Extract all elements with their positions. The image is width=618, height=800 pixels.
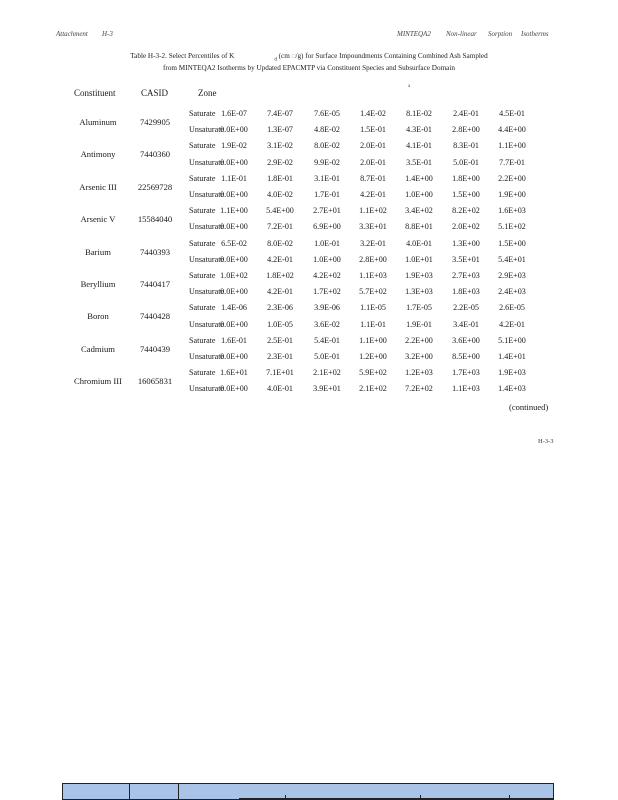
percentile-value: 5.0E-01 <box>314 352 340 361</box>
percentile-value: 3.1E-01 <box>314 173 340 183</box>
percentile-value: 5.4E+01 <box>498 254 526 264</box>
percentile-value: 2.3E-06 <box>267 303 293 313</box>
percentile-value: 7.1E+01 <box>266 368 294 378</box>
column-header-zone: Zone <box>198 88 217 98</box>
percentile-value: 1.6E-07 <box>221 109 247 118</box>
percentile-value: 2.2E+00 <box>405 335 433 345</box>
percentile-value: 0.0E+00 <box>220 287 248 297</box>
percentile-value: 4.2E-01 <box>267 287 293 297</box>
percentile-value: 4.1E-01 <box>406 141 432 151</box>
percentile-value: 5.0E-01 <box>453 157 479 167</box>
percentile-value: 4.3E-01 <box>406 125 432 135</box>
table-row <box>0 349 618 365</box>
percentile-value: 1.4E-06 <box>221 303 247 313</box>
zone-label: Saturate <box>189 206 216 216</box>
percentile-value: 4.2E-01 <box>499 319 525 329</box>
table-row <box>0 219 618 235</box>
zone-label: Saturate <box>189 271 216 280</box>
percentile-value: 4.5E-01 <box>499 109 525 118</box>
percentile-value: 1.4E+00 <box>405 173 433 183</box>
table-row <box>0 365 618 381</box>
percentile-value: 1.1E+00 <box>359 335 387 345</box>
zone-label: Unsaturate <box>189 319 225 329</box>
percentile-value: 9.9E-02 <box>314 157 340 167</box>
percentile-value: 1.1E+00 <box>498 141 526 151</box>
percentile-value: 3.1E-02 <box>267 141 293 151</box>
percentile-value: 1.0E+00 <box>405 190 433 199</box>
percentile-value: 7.2E+02 <box>405 384 433 394</box>
running-header-left-2: H-3 <box>102 30 113 38</box>
column-header-constituent: Constituent <box>74 88 116 98</box>
percentile-value: 2.7E+01 <box>313 206 341 216</box>
percentile-value: 2.0E-01 <box>360 157 386 167</box>
percentile-value: 4.4E+00 <box>498 125 526 135</box>
casid-value: 16065831 <box>137 376 173 387</box>
percentile-value: 1.1E-01 <box>221 173 247 183</box>
percentile-value: 0.0E+00 <box>220 319 248 329</box>
running-header-left-1: Attachment <box>56 30 88 38</box>
percentile-value: 8.3E-01 <box>453 141 479 151</box>
zone-label: Unsaturate <box>189 125 225 135</box>
percentile-value: 3.4E-01 <box>453 319 479 329</box>
percentile-value: 5.1E+00 <box>498 335 526 345</box>
percentile-value: 4.0E-01 <box>267 384 293 394</box>
percentile-value: 4.0E-01 <box>406 238 432 248</box>
percentile-value: 1.3E-07 <box>267 125 293 135</box>
continued-note: (continued) <box>509 402 549 412</box>
zone-label: Saturate <box>189 141 216 151</box>
percentile-value: 2.2E+00 <box>498 173 526 183</box>
percentile-value: 1.8E+03 <box>452 287 480 297</box>
percentile-value: 4.2E+02 <box>313 271 341 280</box>
percentile-value: 1.7E+03 <box>452 368 480 378</box>
table-row <box>0 381 618 397</box>
percentile-value: 0.0E+00 <box>220 190 248 199</box>
table-row <box>0 203 618 219</box>
percentile-value: 1.5E+00 <box>452 190 480 199</box>
percentile-value: 5.9E+02 <box>359 368 387 378</box>
percentile-value: 3.2E+00 <box>405 352 433 361</box>
table-row <box>0 187 618 203</box>
percentile-value: 1.2E+00 <box>359 352 387 361</box>
running-header-right-3: Sorption <box>488 30 513 38</box>
table-row <box>0 268 618 284</box>
zone-label: Saturate <box>189 173 216 183</box>
percentile-value: 5.4E-01 <box>314 335 340 345</box>
percentile-value: 4.0E-02 <box>267 190 293 199</box>
percentile-value: 1.9E+00 <box>498 190 526 199</box>
table-row <box>0 155 618 171</box>
table-row <box>0 252 618 268</box>
percentile-value: 1.9E+03 <box>498 368 526 378</box>
percentile-value: 0.0E+00 <box>220 254 248 264</box>
percentile-value: 1.1E-01 <box>360 319 386 329</box>
casid-value: 7440428 <box>139 311 171 322</box>
percentile-value: 8.0E-02 <box>267 238 293 248</box>
zone-label: Unsaturate <box>189 254 225 264</box>
caption-suffix: /g) for Surface Impoundments Containing Combined Ash Sampled <box>295 52 488 60</box>
percentile-value: 6.9E+00 <box>313 222 341 232</box>
percentile-value: 1.6E+01 <box>220 368 248 378</box>
percentile-value: 3.6E-02 <box>314 319 340 329</box>
zone-label: Saturate <box>189 109 216 118</box>
percentile-value: 1.6E+03 <box>498 206 526 216</box>
constituent-name: Arsenic V <box>80 214 116 225</box>
percentile-value: 1.4E-02 <box>360 109 386 118</box>
caption-unit-box: □ <box>291 54 296 60</box>
running-header-right-2: Non-linear <box>446 30 477 38</box>
percentile-value: 1.1E+03 <box>359 271 387 280</box>
constituent-name: Beryllium <box>80 279 116 289</box>
zone-label: Unsaturate <box>189 157 225 167</box>
percentile-value: 1.7E-01 <box>314 190 340 199</box>
percentile-value: 3.9E+01 <box>313 384 341 394</box>
percentile-value: 3.2E-01 <box>360 238 386 248</box>
percentile-value: 2.4E-01 <box>453 109 479 118</box>
percentile-value: 1.2E+03 <box>405 368 433 378</box>
table-row <box>0 122 618 138</box>
percentile-value: 1.5E+00 <box>498 238 526 248</box>
casid-value: 7440360 <box>139 149 171 160</box>
table-row <box>0 333 618 349</box>
percentile-value: 0.0E+00 <box>220 352 248 361</box>
percentile-value: 2.8E+00 <box>452 125 480 135</box>
table-row <box>0 236 618 252</box>
table-row <box>0 317 618 333</box>
page-number: H-3-3 <box>538 438 554 445</box>
zone-label: Unsaturate <box>189 287 225 297</box>
percentile-value: 3.4E+02 <box>405 206 433 216</box>
percentile-value: 7.6E-05 <box>314 109 340 118</box>
percentile-value: 3.6E+00 <box>452 335 480 345</box>
percentile-value: 8.8E+01 <box>405 222 433 232</box>
percentile-value: 1.0E-01 <box>314 238 340 248</box>
percentile-value: 2.1E+02 <box>313 368 341 378</box>
caption-subscript: d <box>274 57 277 63</box>
percentile-value: 4.8E-02 <box>314 125 340 135</box>
percentile-value: 3.9E-06 <box>314 303 340 313</box>
percentile-value: 1.3E+03 <box>405 287 433 297</box>
percentile-value: 1.1E+00 <box>220 206 248 216</box>
zone-label: Unsaturate <box>189 222 225 232</box>
zone-label: Saturate <box>189 368 216 378</box>
running-header-right-1: MINTEQA2 <box>397 30 431 38</box>
zone-label: Saturate <box>189 238 216 248</box>
percentile-value: 8.0E-02 <box>314 141 340 151</box>
casid-value: 7429905 <box>139 117 171 127</box>
running-header-right-4: Isotherms <box>521 30 549 38</box>
table-row <box>0 300 618 316</box>
percentile-value: 2.9E-02 <box>267 157 293 167</box>
casid-value: 7440417 <box>139 279 171 289</box>
constituent-name: Arsenic III <box>79 181 117 192</box>
percentile-value: 7.7E-01 <box>499 157 525 167</box>
table-row <box>0 284 618 300</box>
percentile-value: 1.1E-05 <box>360 303 386 313</box>
percentile-value: 2.0E+02 <box>452 222 480 232</box>
zone-label: Unsaturate <box>189 384 225 394</box>
percentile-value: 1.9E-01 <box>406 319 432 329</box>
constituent-name: Barium <box>85 246 111 257</box>
table-row <box>0 171 618 187</box>
casid-value: 7440393 <box>139 246 171 257</box>
percentile-value: 8.5E+00 <box>452 352 480 361</box>
constituent-name: Cadmium <box>81 343 115 354</box>
percentile-value: 1.4E+03 <box>498 384 526 394</box>
percentile-value: 1.7E+02 <box>313 287 341 297</box>
superscript-mark: a <box>408 84 411 89</box>
percentile-value: 8.7E-01 <box>360 173 386 183</box>
zone-label: Saturate <box>189 335 216 345</box>
percentile-value: 5.1E+02 <box>498 222 526 232</box>
percentile-value: 8.1E-02 <box>406 109 432 118</box>
percentile-value: 1.9E+03 <box>405 271 433 280</box>
percentile-value: 1.1E+02 <box>359 206 387 216</box>
percentile-value: 5.4E+00 <box>266 206 294 216</box>
percentile-value: 1.6E-01 <box>221 335 247 345</box>
caption-prefix: Table H-3-2. Select Percentiles of K <box>130 52 235 60</box>
percentile-value: 8.2E+02 <box>452 206 480 216</box>
percentile-value: 4.2E-01 <box>360 190 386 199</box>
percentile-value: 1.3E+00 <box>452 238 480 248</box>
table-caption-line-2: from MINTEQA2 Isotherms by Updated EPACMTP via Constituent Species and Subsurface Domain <box>163 64 455 72</box>
percentile-value: 1.1E+03 <box>452 384 480 394</box>
percentile-value: 5.7E+02 <box>359 287 387 297</box>
caption-unit-open: (cm <box>278 52 290 60</box>
percentile-value: 2.4E+03 <box>498 287 526 297</box>
percentile-value: 1.0E+00 <box>313 254 341 264</box>
percentile-value: 1.4E+01 <box>498 352 526 361</box>
next-table-header-band <box>62 783 554 800</box>
table-caption-line-1 <box>0 52 618 62</box>
percentile-value: 2.2E-05 <box>453 303 479 313</box>
percentile-value: 2.9E+03 <box>498 271 526 280</box>
zone-label: Unsaturate <box>189 352 225 361</box>
percentile-value: 2.5E-01 <box>267 335 293 345</box>
table-row <box>0 106 618 122</box>
percentile-value: 2.6E-05 <box>499 303 525 313</box>
percentile-value: 7.4E-07 <box>267 109 293 118</box>
percentile-value: 3.5E+01 <box>452 254 480 264</box>
casid-value: 15584040 <box>137 214 173 225</box>
zone-label: Saturate <box>189 303 216 313</box>
percentile-value: 1.8E+00 <box>452 173 480 183</box>
percentile-value: 1.8E+02 <box>266 271 294 280</box>
constituent-name: Aluminum <box>79 117 117 127</box>
zone-label: Unsaturate <box>189 190 225 199</box>
percentile-value: 2.7E+03 <box>452 271 480 280</box>
percentile-value: 1.9E-02 <box>221 141 247 151</box>
percentile-value: 4.2E-01 <box>267 254 293 264</box>
percentile-value: 0.0E+00 <box>220 157 248 167</box>
percentile-value: 0.0E+00 <box>220 125 248 135</box>
percentile-value: 1.0E+02 <box>220 271 248 280</box>
percentile-value: 6.5E-02 <box>221 238 247 248</box>
percentile-value: 2.3E-01 <box>267 352 293 361</box>
percentile-value: 1.7E-05 <box>406 303 432 313</box>
percentile-value: 1.0E+01 <box>405 254 433 264</box>
casid-value: 22569728 <box>137 181 173 192</box>
percentile-value: 3.5E-01 <box>406 157 432 167</box>
table-row <box>0 138 618 154</box>
percentile-value: 1.0E-05 <box>267 319 293 329</box>
percentile-value: 2.1E+02 <box>359 384 387 394</box>
casid-value: 7440439 <box>139 343 171 354</box>
percentile-value: 0.0E+00 <box>220 384 248 394</box>
percentile-value: 1.8E-01 <box>267 173 293 183</box>
constituent-name: Antimony <box>80 149 116 160</box>
percentile-value: 1.5E-01 <box>360 125 386 135</box>
constituent-name: Boron <box>87 311 109 322</box>
percentile-value: 2.8E+00 <box>359 254 387 264</box>
percentile-value: 7.2E-01 <box>267 222 293 232</box>
percentile-value: 0.0E+00 <box>220 222 248 232</box>
column-header-casid: CASID <box>141 88 169 98</box>
percentile-value: 3.3E+01 <box>359 222 387 232</box>
constituent-name: Chromium III <box>74 376 122 387</box>
percentile-value: 2.0E-01 <box>360 141 386 151</box>
